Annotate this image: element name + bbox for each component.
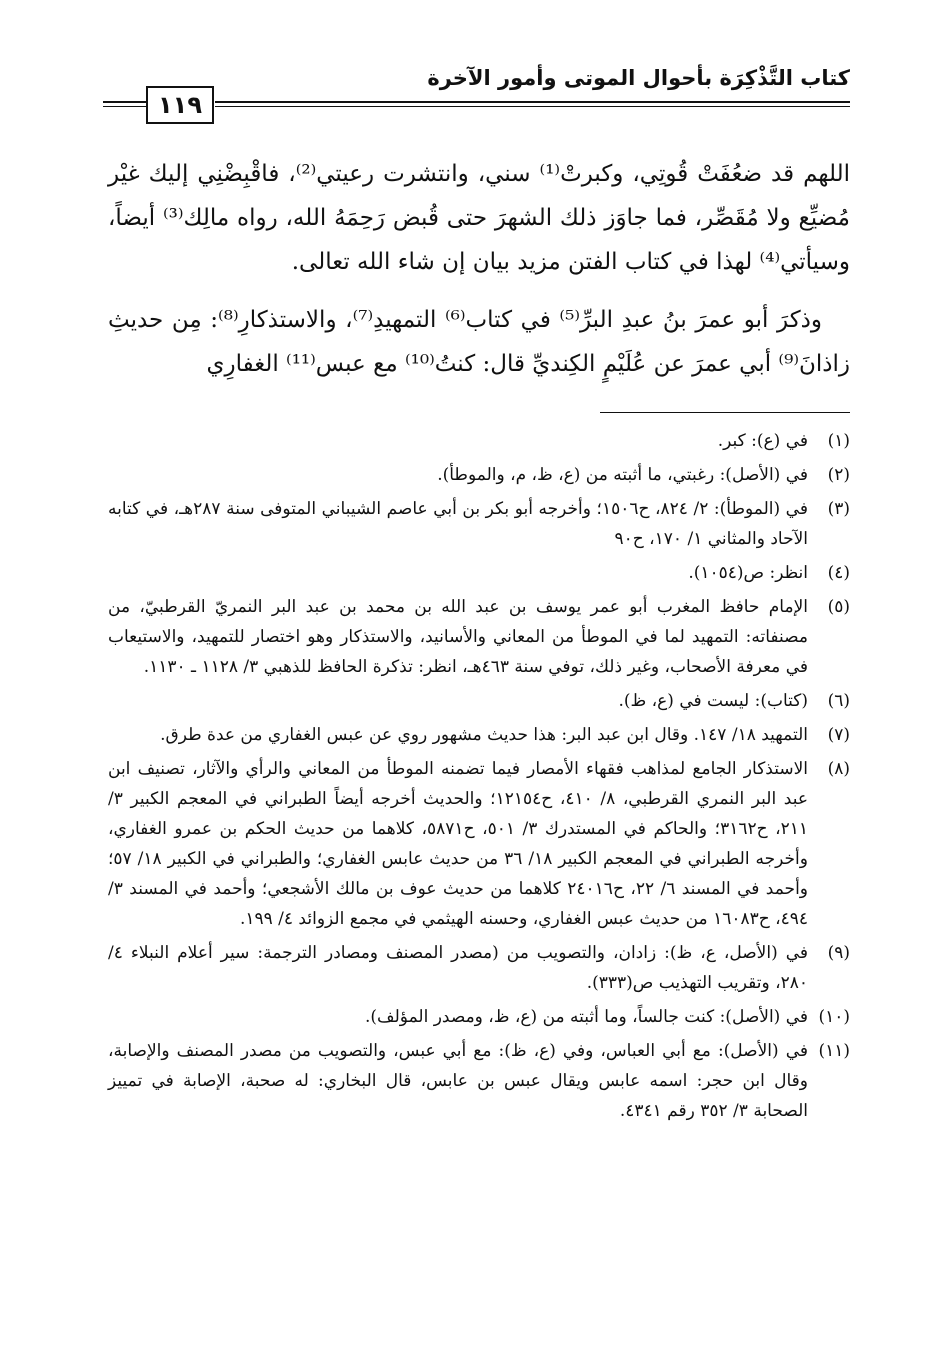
footnote-text: في (الموطأ): ٢/ ٨٢٤، ح١٥٠٦؛ وأخرجه أبو بكر بن أبي عاصم الشيباني المتوفى سنة ٢٨٧هـ، في كتابه الآحاد والمثاني ١/ ١٧٠، ح٩٠ [108, 499, 808, 549]
footnote-number: (٥) [827, 597, 850, 617]
footnote-number: (١٠) [818, 1007, 850, 1027]
footnote [108, 938, 850, 998]
footnote-number: (٣) [827, 499, 850, 519]
footnote-number: (٧) [827, 725, 850, 745]
footnote-number: (٢) [827, 465, 850, 485]
footnote-number: (١١) [818, 1041, 850, 1061]
footnote-number: (١) [827, 431, 850, 451]
footnote-text: في (الأصل): كنت جالساً، وما أثبته من (ع، ظ، ومصدر المؤلف). [364, 1007, 808, 1027]
footnote-text: في (ع): كبر. [717, 431, 808, 451]
footnote [108, 592, 850, 682]
paragraph: وذكرَ أبو عمرَ بنُ عبدِ البرِّ⁽⁵⁾ في كتاب⁽⁶⁾ التمهيدِ⁽⁷⁾، والاستذكارِ⁽⁸⁾: مِن حديثِ زاذانَ⁽⁹⁾ أبي عمرَ عن عُلَيْمٍ الكِنديِّ قال: كنتُ⁽¹⁰⁾ مع عبس⁽¹¹⁾ الغفارِي [108, 307, 850, 377]
footnote [108, 720, 850, 750]
footnote-text: في (الأصل): مع أبي العباس، وفي (ع، ظ): مع أبي عبس، والتصويب من مصدر المصنف والإصابة، وقال ابن حجر: اسمه عابس ويقال عبس بن عابس، قال البخاري: له صحبة، الإصابة في تمييز الصحابة ٣/ ٣٥٢ رقم ٤٣٤١. [108, 1041, 808, 1121]
footnote [108, 494, 850, 554]
page-number: ١١٩ [146, 86, 214, 124]
footnote [108, 686, 850, 716]
footnote [108, 1002, 850, 1032]
header-rule-thin [215, 106, 850, 107]
footnote [108, 754, 850, 934]
running-title: كتاب التَّذْكِرَة بأحوال الموتى وأمور الآخرة [427, 66, 850, 90]
footnote-text: الإمام حافظ المغرب أبو عمر يوسف بن عبد الله بن محمد بن عبد البر النمريّ القرطبيّ، من مصنفاته: التمهيد لما في الموطأ من المعاني والأسانيد، والاستذكار وهو اختصار للتمهيد، والاستيعاب في معرفة الأصحاب، وغير ذلك، توفي سنة ٤٦٣هـ، انظر: تذكرة الحافظ للذهبي ٣/ ١١٢٨ ـ ١١٣٠. [108, 597, 808, 677]
header-rule-left [103, 101, 147, 103]
footnote-text: في (الأصل): رغبتي، ما أثبته من (ع، ظ، م، والموطأ). [437, 465, 808, 485]
header-rule [215, 101, 850, 103]
footnote-text: (كتاب): ليست في (ع، ظ). [618, 691, 808, 711]
header-rule-left-thin [103, 106, 147, 107]
footnote-text: في (الأصل، ع، ظ): زادان، والتصويب من (مصدر المصنف ومصادر الترجمة: سير أعلام النبلاء ٤/ ٢٨٠، وتقريب التهذيب ص(٣٣٣). [108, 943, 808, 993]
footnotes [108, 426, 850, 1130]
main-text [108, 152, 850, 386]
footnote-text: انظر: ص(١٠٥٤). [688, 563, 808, 583]
footnote-number: (٦) [827, 691, 850, 711]
footnote-number: (٤) [827, 563, 850, 583]
footnote-separator [600, 412, 850, 413]
footnote [108, 558, 850, 588]
footnote [108, 460, 850, 490]
footnote-number: (٨) [827, 759, 850, 779]
paragraph: اللهم قد ضعُفَتْ قُوتِي، وكبرتْ⁽¹⁾ سني، وانتشرت رعيتي⁽²⁾، فاقْبِضْنِي إليك غيْر مُضيِّع ولا مُقَصِّر، فما جاوَز ذلك الشهرَ حتى قُبض رَحِمَهُ الله، رواه مالِك⁽³⁾ أيضاً، وسيأتي⁽⁴⁾ لهذا في كتاب الفتن مزيد بيان إن شاء الله تعالى. [108, 161, 850, 275]
footnote [108, 1036, 850, 1126]
footnote [108, 426, 850, 456]
footnote-number: (٩) [827, 943, 850, 963]
footnote-text: التمهيد ١٨/ ١٤٧. وقال ابن عبد البر: هذا حديث مشهور روي عن عبس الغفاري من عدة طرق. [160, 725, 808, 745]
footnote-text: الاستذكار الجامع لمذاهب فقهاء الأمصار فيما تضمنه الموطأ من المعاني والرأي والآثار، تصنيف ابن عبد البر النمري القرطبي، ٨/ ٤١٠، ح١٢١٥٤؛ والحديث أخرجه أيضاً الطبراني في المعجم الكبير ٣/ ٢١١، ح٣١٦٢؛ والحاكم في المستدرك ٣/ ٥٠١، ح٥٨٧١، كلاهما من حديث الحكم بن عمرو الغفاري، وأخرجه الطبراني في المعجم الكبير ١٨/ ٣٦ من حديث عابس الغفاري؛ والطبراني في الكبير ١٨/ ٥٧؛ وأحمد في المسند ٦/ ٢٢، ح٢٤٠١٦ كلاهما من حديث عوف بن مالك الأشجعي؛ وأحمد في المسند ٣/ ٤٩٤، ح١٦٠٨٣ من حديث عبس الغفاري، وحسنه الهيثمي في مجمع الزوائد ٤/ ١٩٩. [108, 759, 809, 929]
